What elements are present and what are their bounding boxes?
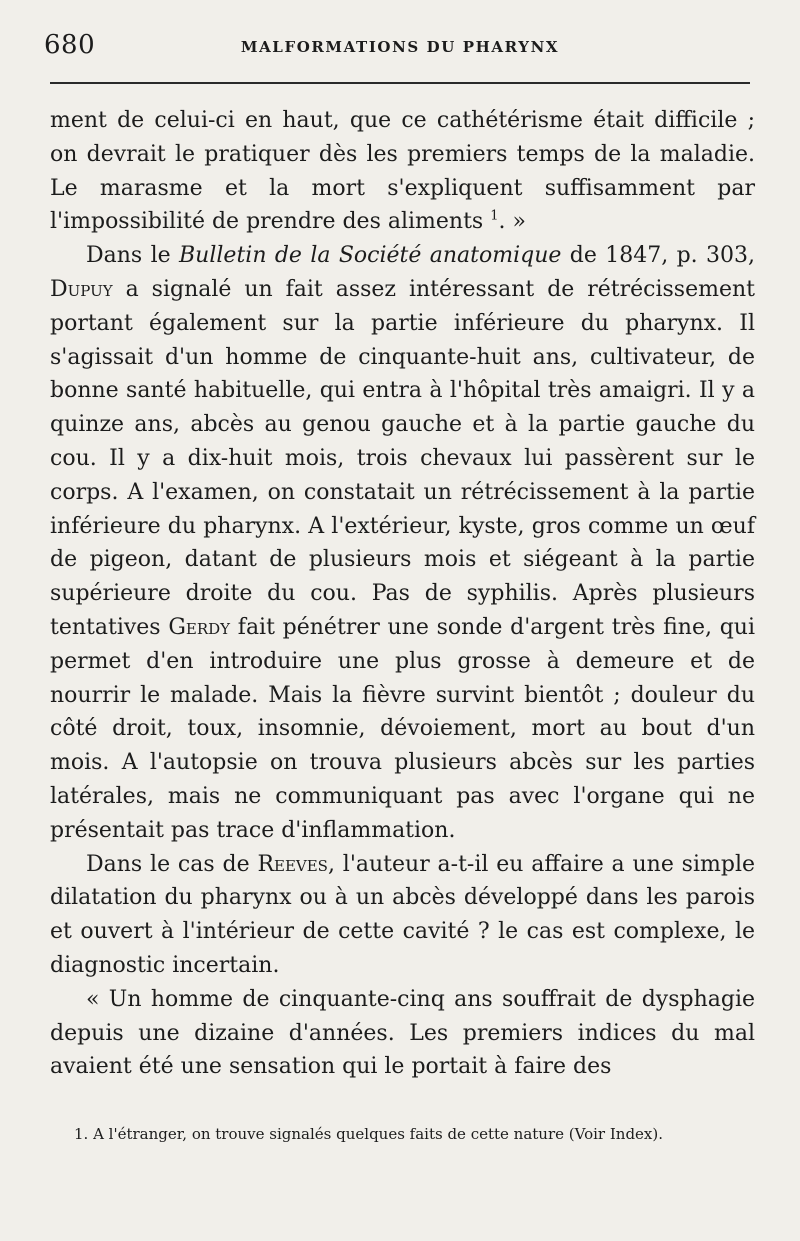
footnote: 1. A l'étranger, on trouve signalés quelques faits de cette nature (Voir Index). <box>74 1125 664 1143</box>
paragraph-3-text: , l'auteur a-t-il eu affaire a une simple dilatation du pharynx ou à un abcès développé dans les parois et ouvert à l'intérieur de cette cavité ? le cas est complexe, le diagnostic incertain. <box>50 851 755 978</box>
page-number: 680 <box>44 30 96 60</box>
author-reeves: Reeves <box>257 851 328 877</box>
footnote-ref: 1 <box>490 209 499 225</box>
paragraph-1 <box>50 104 755 239</box>
header-rule <box>50 82 750 84</box>
paragraph-2-intro: Dans le <box>86 243 171 269</box>
paragraph-2-text-2: fait pénétrer une sonde d'argent très fine, qui permet d'en introduire une plus grosse à demeure et de nourrir le malade. Mais la fièvre survint bientôt ; douleur du côté droit, toux, insomnie, dévoiement, mort au bout d'un mois. A l'autopsie on trouva plusieurs abcès sur les parties latérales, mais ne communiquant pas avec l'organe qui ne présentait pas trace d'inflammation. <box>50 614 755 843</box>
paragraph-2-text: a signalé un fait assez intéressant de rétrécissement portant également sur la partie inférieure du pharynx. Il s'agissait d'un homme de cinquante-huit ans, cultivateur, de bonne santé habituelle, qui entra à l'hôpital très amaigri. Il y a quinze ans, abcès au genou gauche et à la partie gauche du cou. Il y a dix-huit mois, trois chevaux lui passèrent sur le corps. A l'examen, on constatait un rétrécissement à la partie inférieure du pharynx. A l'extérieur, kyste, gros comme un œuf de pigeon, datant de plusieurs mois et siégeant à la partie supérieure droite du cou. Pas de syphilis. Après plusieurs tentatives <box>50 276 755 640</box>
body-text <box>50 104 755 1084</box>
page-header <box>44 30 756 66</box>
paragraph-2 <box>50 239 755 847</box>
running-title: MALFORMATIONS DU PHARYNX <box>240 38 560 56</box>
paragraph-1-text: ment de celui-ci en haut, que ce cathétérisme était difficile ; on devrait le pratiquer dès les premiers temps de la maladie. Le marasme et la mort s'expliquent suffisamment par l'impossibilité de prendre des aliments <box>50 108 755 235</box>
paragraph-4: « Un homme de cinquante-cinq ans souffrait de dysphagie depuis une dizaine d'années. Les premiers indices du mal avaient été une sensation qui le portait à faire des <box>50 986 755 1080</box>
journal-title: Bulletin de la Société anatomique <box>179 243 562 269</box>
paragraph-3-intro: Dans le cas de <box>86 851 250 877</box>
author-dupuy: Dupuy <box>50 276 113 302</box>
author-gerdy: Gerdy <box>168 614 231 640</box>
paragraph-3 <box>50 848 755 983</box>
paragraph-1-end: . » <box>498 209 526 235</box>
paragraph-2-ref: de 1847, p. 303, <box>569 243 756 269</box>
